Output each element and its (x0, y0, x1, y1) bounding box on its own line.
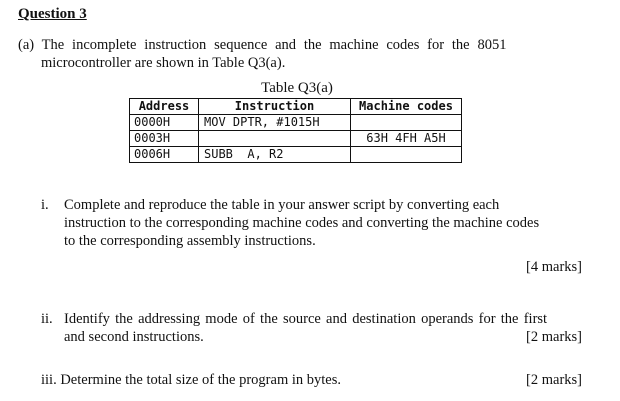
cell-instruction (199, 131, 351, 147)
cell-machine-codes (351, 115, 462, 131)
item-i-line3: to the corresponding assembly instructions. (64, 233, 316, 249)
header-instruction: Instruction (199, 99, 351, 115)
cell-machine-codes: 63H 4FH A5H (351, 131, 462, 147)
cell-instruction: MOV DPTR, #1015H (199, 115, 351, 131)
cell-instruction: SUBB A, R2 (199, 147, 351, 163)
part-a-intro-line1 (18, 37, 506, 54)
item-ii-marks: [2 marks] (526, 329, 582, 345)
table-row (130, 115, 462, 131)
part-a-intro-line2: microcontroller are shown in Table Q3(a). (41, 55, 286, 71)
cell-address: 0000H (130, 115, 199, 131)
table-caption: Table Q3(a) (261, 80, 333, 96)
item-iii-text: iii. Determine the total size of the program in bytes. (41, 372, 341, 388)
item-ii-line2: and second instructions. (64, 329, 204, 345)
item-ii-line1: Identify the addressing mode of the source and destination operands for the first (64, 311, 548, 327)
item-iii-marks: [2 marks] (526, 372, 582, 388)
header-machine-codes: Machine codes (351, 99, 462, 115)
question-title: Question 3 (18, 6, 87, 22)
cell-address: 0006H (130, 147, 199, 163)
header-address: Address (130, 99, 199, 115)
item-i-number: i. (41, 197, 49, 213)
table-row (130, 147, 462, 163)
table-row (130, 131, 462, 147)
cell-address: 0003H (130, 131, 199, 147)
table-header-row (130, 99, 462, 115)
item-i-marks: [4 marks] (526, 259, 582, 275)
item-i-line1: Complete and reproduce the table in your answer script by converting each (64, 197, 500, 213)
item-i-line2: instruction to the corresponding machine codes and converting the machine codes (64, 215, 540, 231)
item-ii-number: ii. (41, 311, 53, 327)
instruction-table (129, 98, 462, 163)
part-a-intro-text: The incomplete instruction sequence and the machine codes for the 8051 (41, 37, 507, 53)
part-a-label: (a) (18, 37, 35, 53)
cell-machine-codes (351, 147, 462, 163)
